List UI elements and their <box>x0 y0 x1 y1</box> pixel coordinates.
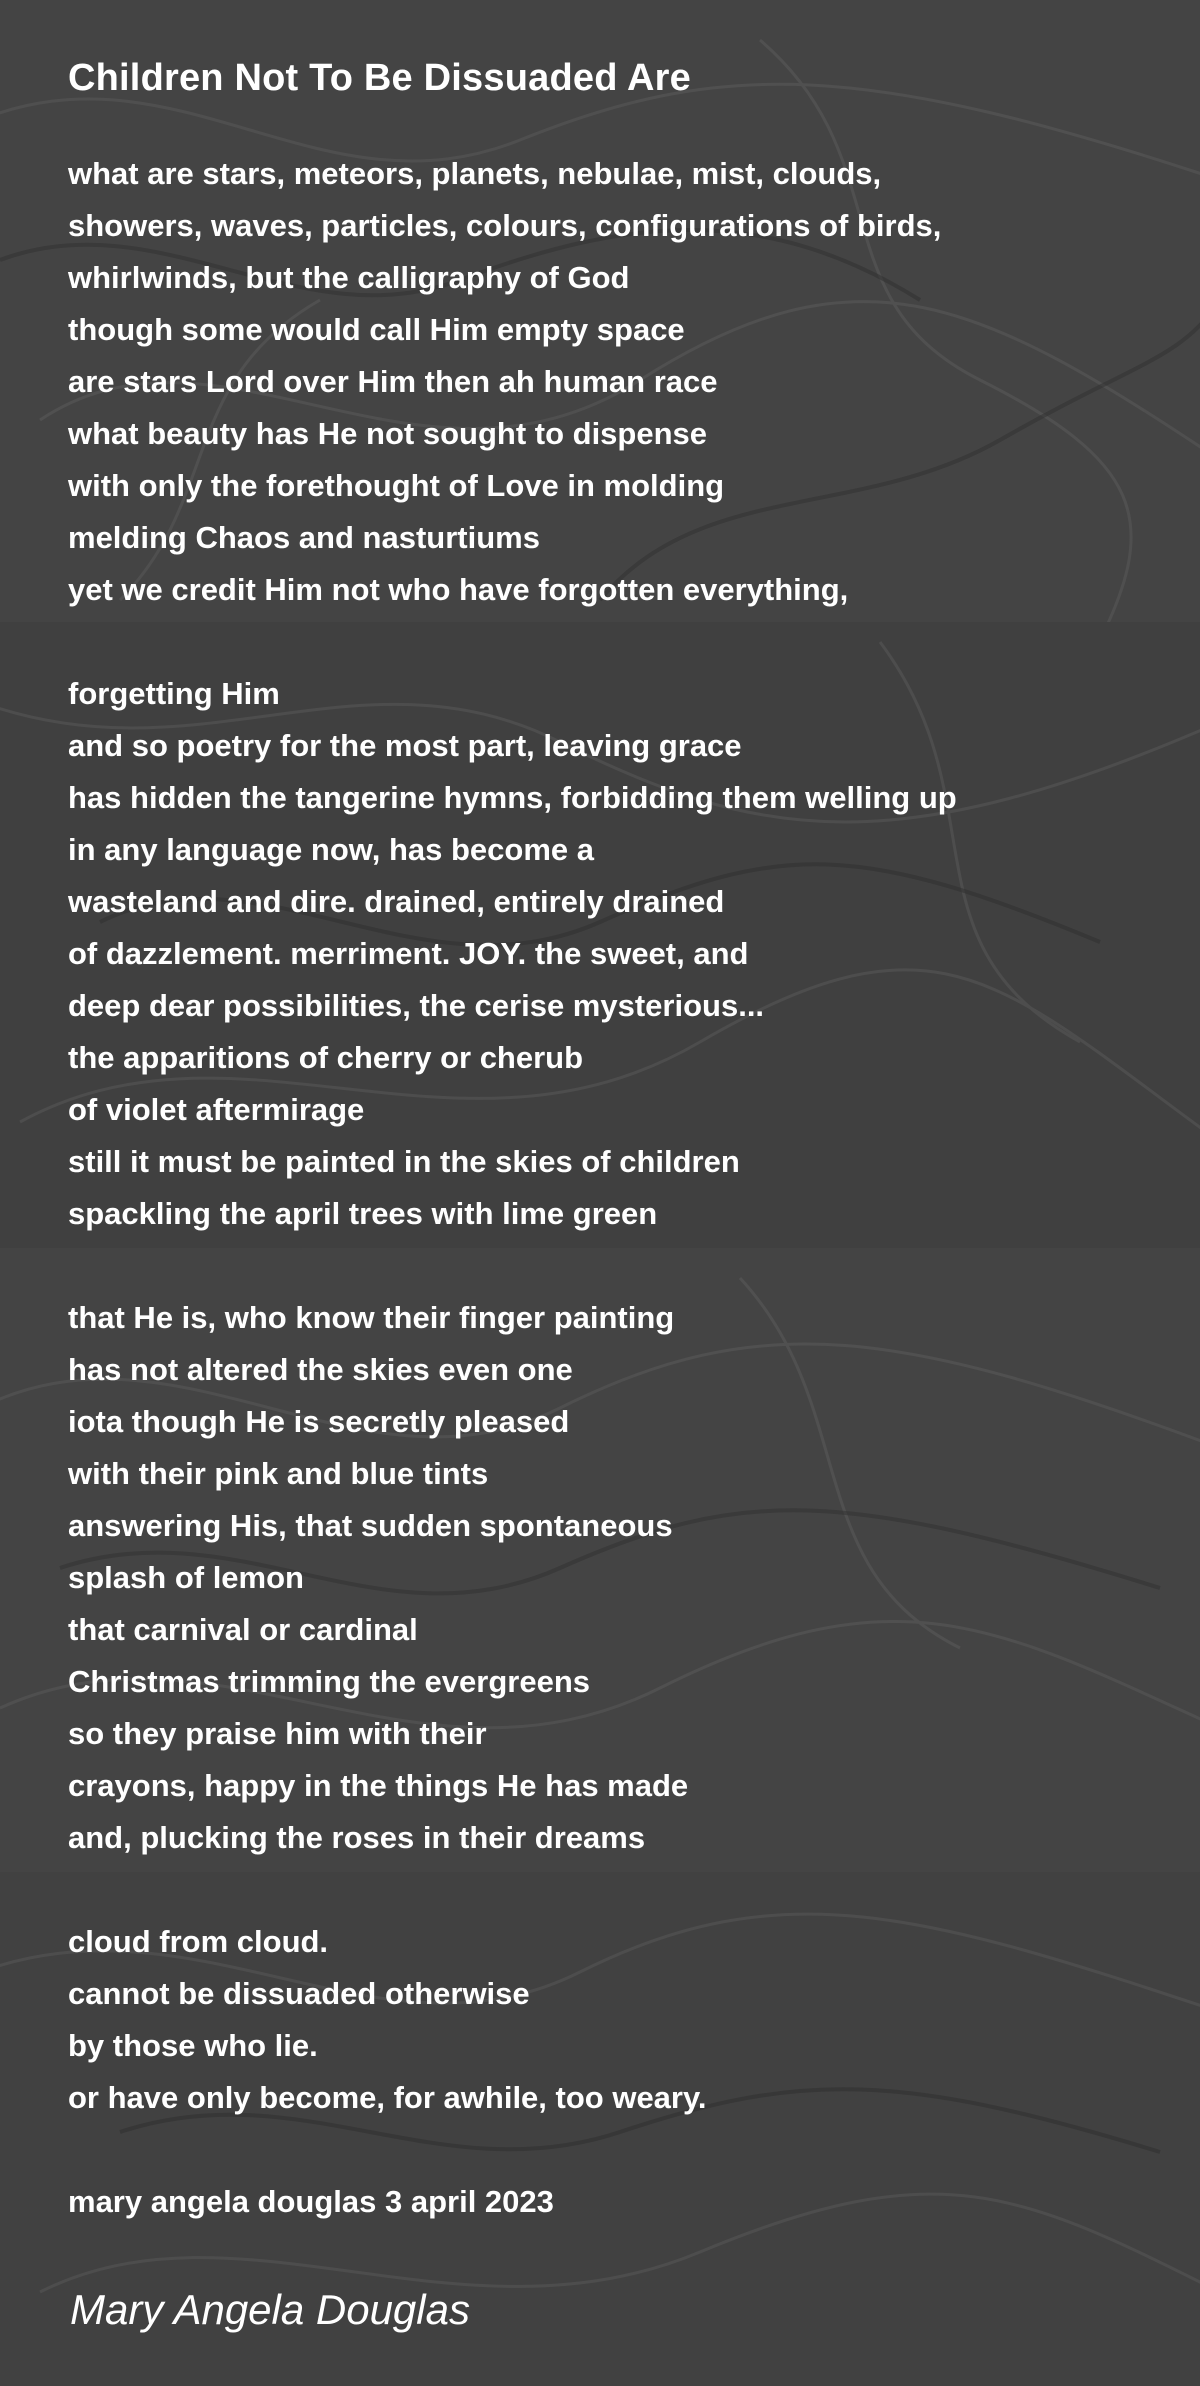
poem-line: so they praise him with their <box>68 1716 487 1751</box>
poem-line: melding Chaos and nasturtiums <box>68 520 540 555</box>
poem-line: with only the forethought of Love in molding <box>68 468 725 503</box>
poem-line: deep dear possibilities, the cerise mysterious... <box>68 988 765 1023</box>
poem-line: Christmas trimming the evergreens <box>68 1664 591 1699</box>
poem-line: cloud from cloud. <box>68 1924 329 1959</box>
poem-line: in any language now, has become a <box>68 832 594 867</box>
poem-line: whirlwinds, but the calligraphy of God <box>68 260 630 295</box>
poem-line: wasteland and dire. drained, entirely drained <box>68 884 725 919</box>
poem-line: with their pink and blue tints <box>68 1456 489 1491</box>
poem-line: or have only become, for awhile, too weary. <box>68 2080 707 2115</box>
poem-dateline <box>68 2176 554 2228</box>
poem-line: mary angela douglas 3 april 2023 <box>68 2184 554 2219</box>
poem-line: still it must be painted in the skies of children <box>68 1144 740 1179</box>
poem-stanza-2 <box>68 668 957 1240</box>
poem-line: showers, waves, particles, colours, configurations of birds, <box>68 208 942 243</box>
poem-stanza-3 <box>68 1292 688 1864</box>
poem-line: crayons, happy in the things He has made <box>68 1768 689 1803</box>
poem-line: yet we credit Him not who have forgotten everything, <box>68 572 849 607</box>
poem-line: though some would call Him empty space <box>68 312 685 347</box>
poem-line: spackling the april trees with lime green <box>68 1196 658 1231</box>
poem-line: of dazzlement. merriment. JOY. the sweet, and <box>68 936 749 971</box>
poem-line: splash of lemon <box>68 1560 304 1595</box>
poem-line: that carnival or cardinal <box>68 1612 418 1647</box>
poem-line: of violet aftermirage <box>68 1092 365 1127</box>
author-name: Mary Angela Douglas <box>70 2286 470 2333</box>
poem-line: forgetting Him <box>68 676 280 711</box>
poem-line: are stars Lord over Him then ah human race <box>68 364 718 399</box>
poem-line: the apparitions of cherry or cherub <box>68 1040 584 1075</box>
poem-line: has not altered the skies even one <box>68 1352 573 1387</box>
poem-line: iota though He is secretly pleased <box>68 1404 570 1439</box>
poem-line: has hidden the tangerine hymns, forbidding them welling up <box>68 780 957 815</box>
poem-stanza-4 <box>68 1916 707 2124</box>
poem-line: that He is, who know their finger painting <box>68 1300 675 1335</box>
poem-title: Children Not To Be Dissuaded Are <box>68 57 691 99</box>
poem-line: what beauty has He not sought to dispense <box>68 416 708 451</box>
poem-line: by those who lie. <box>68 2028 318 2063</box>
poem-stanza-1 <box>68 148 941 616</box>
poem-line: cannot be dissuaded otherwise <box>68 1976 530 2011</box>
poem-line: answering His, that sudden spontaneous <box>68 1508 673 1543</box>
poem-line: what are stars, meteors, planets, nebulae, mist, clouds, <box>68 156 882 191</box>
poem-line: and, plucking the roses in their dreams <box>68 1820 646 1855</box>
poem-line: and so poetry for the most part, leaving grace <box>68 728 742 763</box>
